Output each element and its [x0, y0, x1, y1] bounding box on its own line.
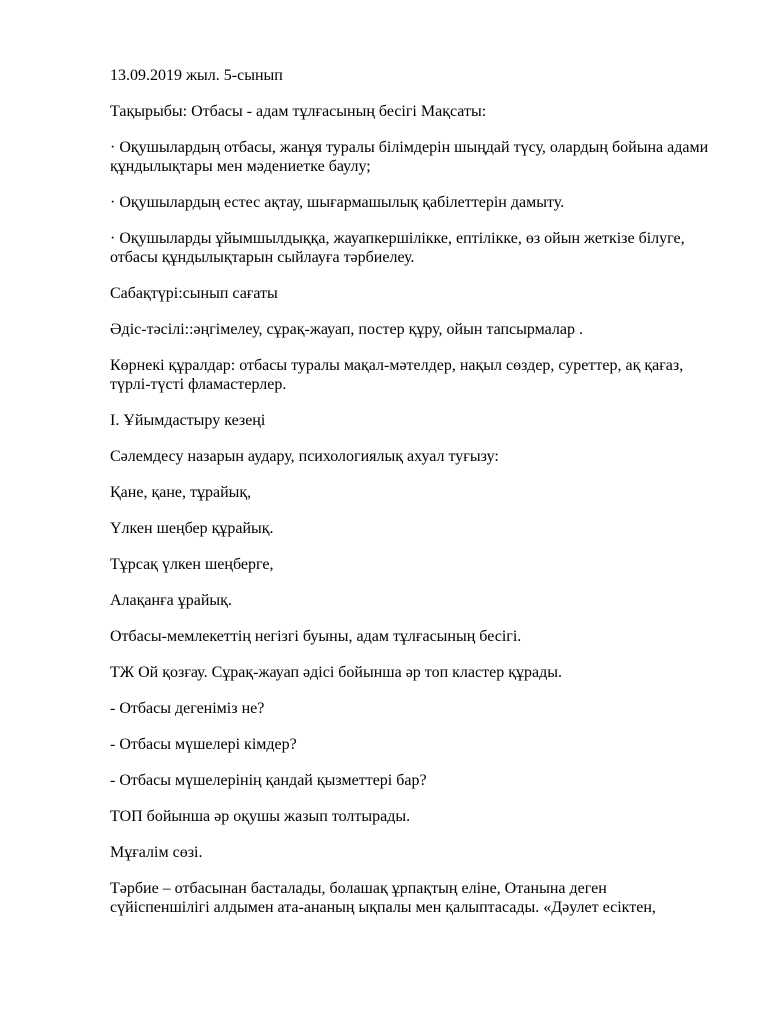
poem-line: Қане, қане, тұрайық, — [110, 484, 252, 501]
body-paragraph: Тәрбие – отбасынан басталады, болашақ ұрпақтың еліне, Отанына деген сүйіспеншілігі алдымен ата-ананың ықпалы мен қалыптасады. «Дәулет есіктен, — [110, 880, 656, 916]
question-item: - Отбасы дегеніміз не? — [110, 700, 265, 717]
visual-aids-line: Көрнекі құралдар: отбасы туралы мақал-мәтелдер, нақыл сөздер, суреттер, ақ қағаз, түрлі-түсті фламастерлер. — [110, 357, 684, 393]
methods-line: Әдіс-тәсілі::әңгімелеу, сұрақ-жауап, постер құру, ойын тапсырмалар . — [110, 321, 583, 338]
poem-line: Алақанға ұрайық. — [110, 592, 232, 609]
poem-line: Тұрсақ үлкен шеңберге, — [110, 556, 274, 573]
body-paragraph: Мұғалім сөзі. — [110, 844, 203, 861]
question-item: - Отбасы мүшелері кімдер? — [110, 736, 297, 753]
date-line: 13.09.2019 жыл. 5-сынып — [110, 67, 283, 84]
question-item: - Отбасы мүшелерінің қандай қызметтері бар? — [110, 772, 427, 789]
goal-item: · Оқушыларды ұйымшылдыққа, жауапкершілікке, ептілікке, өз ойын жеткізе білуге, отбасы құндылықтарын сыйлауға тәрбиелеу. — [110, 230, 685, 266]
section-heading: I. Ұйымдастыру кезеңі — [110, 412, 266, 429]
body-paragraph: ТОП бойынша әр оқушы жазып толтырады. — [110, 808, 411, 825]
body-paragraph: ТЖ Ой қозғау. Сұрақ-жауап әдісі бойынша әр топ кластер құрады. — [110, 664, 562, 681]
lesson-type: Сабақтүрі:сынып сағаты — [110, 285, 278, 302]
goal-item: · Оқушылардың отбасы, жанұя туралы білімдерін шыңдай түсу, олардың бойына адами құндылықтары мен мәдениетке баулу; — [110, 139, 709, 175]
topic-line: Тақырыбы: Отбасы - адам тұлғасының бесігі Мақсаты: — [110, 103, 487, 120]
greeting-line: Сәлемдесу назарын аудару, психологиялық ахуал туғызу: — [110, 448, 499, 465]
poem-line: Үлкен шеңбер құрайық. — [110, 520, 274, 537]
goal-item: · Оқушылардың естес ақтау, шығармашылық қабілеттерін дамыту. — [110, 194, 565, 211]
document-body — [110, 66, 710, 934]
body-paragraph: Отбасы-мемлекеттің негізгі буыны, адам тұлғасының бесігі. — [110, 628, 522, 645]
